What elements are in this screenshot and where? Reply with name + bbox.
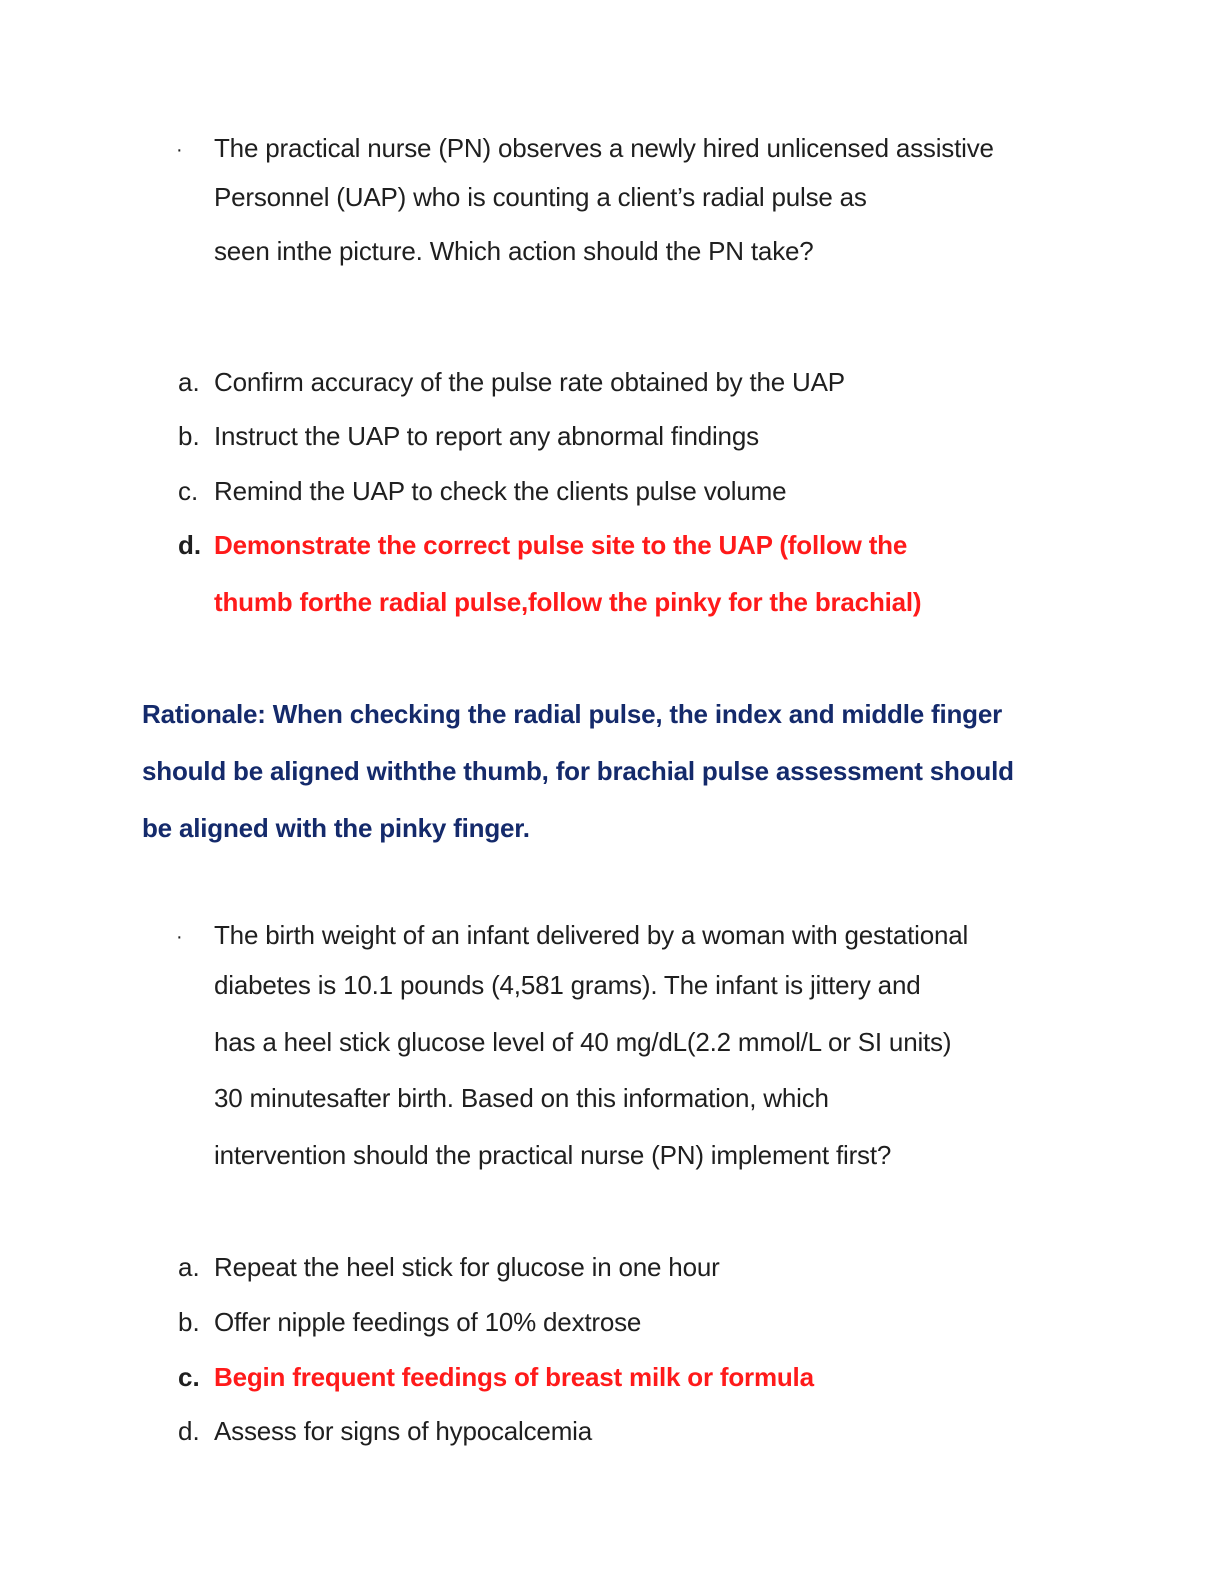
option-marker: b.: [178, 421, 200, 451]
option-marker: d.: [178, 530, 202, 560]
correct-answer-text: Begin frequent feedings of breast milk or formula: [214, 1362, 814, 1392]
question-1-stem-line-2: Personnel (UAP) who is counting a client’s radial pulse as: [214, 182, 867, 212]
option-marker: c.: [178, 476, 199, 506]
option-text: Assess for signs of hypocalcemia: [214, 1416, 592, 1446]
option-text: Confirm accuracy of the pulse rate obtained by the UAP: [214, 367, 845, 397]
question-1-stem-line-1: The practical nurse (PN) observes a newly hired unlicensed assistive: [214, 133, 994, 163]
question-2-stem-line-2: diabetes is 10.1 pounds (4,581 grams). The infant is jittery and: [214, 970, 921, 1000]
option-marker: a.: [178, 367, 200, 397]
question-2-stem-line-5: intervention should the practical nurse (PN) implement first?: [214, 1140, 892, 1170]
option-marker: a.: [178, 1252, 200, 1282]
rationale-line-1: Rationale: When checking the radial pulse, the index and middle finger: [142, 699, 1003, 729]
rationale-line-3: be aligned with the pinky finger.: [142, 813, 530, 843]
bullet-icon: ·: [176, 139, 183, 161]
correct-answer-text: Demonstrate the correct pulse site to the UAP (follow the: [214, 530, 908, 560]
bullet-icon: ·: [176, 926, 183, 948]
option-marker: b.: [178, 1307, 200, 1337]
correct-answer-text-continued: thumb forthe radial pulse,follow the pinky for the brachial): [214, 587, 922, 617]
question-2-stem-line-3: has a heel stick glucose level of 40 mg/dL(2.2 mmol/L or SI units): [214, 1027, 952, 1057]
option-text: Repeat the heel stick for glucose in one hour: [214, 1252, 720, 1282]
question-2-stem-line-1: The birth weight of an infant delivered by a woman with gestational: [214, 920, 969, 950]
option-text: Offer nipple feedings of 10% dextrose: [214, 1307, 642, 1337]
question-1-stem-line-3: seen inthe picture. Which action should the PN take?: [214, 236, 814, 266]
rationale-line-2: should be aligned withthe thumb, for brachial pulse assessment should: [142, 756, 1014, 786]
option-marker: c.: [178, 1362, 200, 1392]
question-2-stem-line-4: 30 minutesafter birth. Based on this information, which: [214, 1083, 829, 1113]
option-text: Remind the UAP to check the clients pulse volume: [214, 476, 787, 506]
option-marker: d.: [178, 1416, 200, 1446]
option-text: Instruct the UAP to report any abnormal findings: [214, 421, 759, 451]
